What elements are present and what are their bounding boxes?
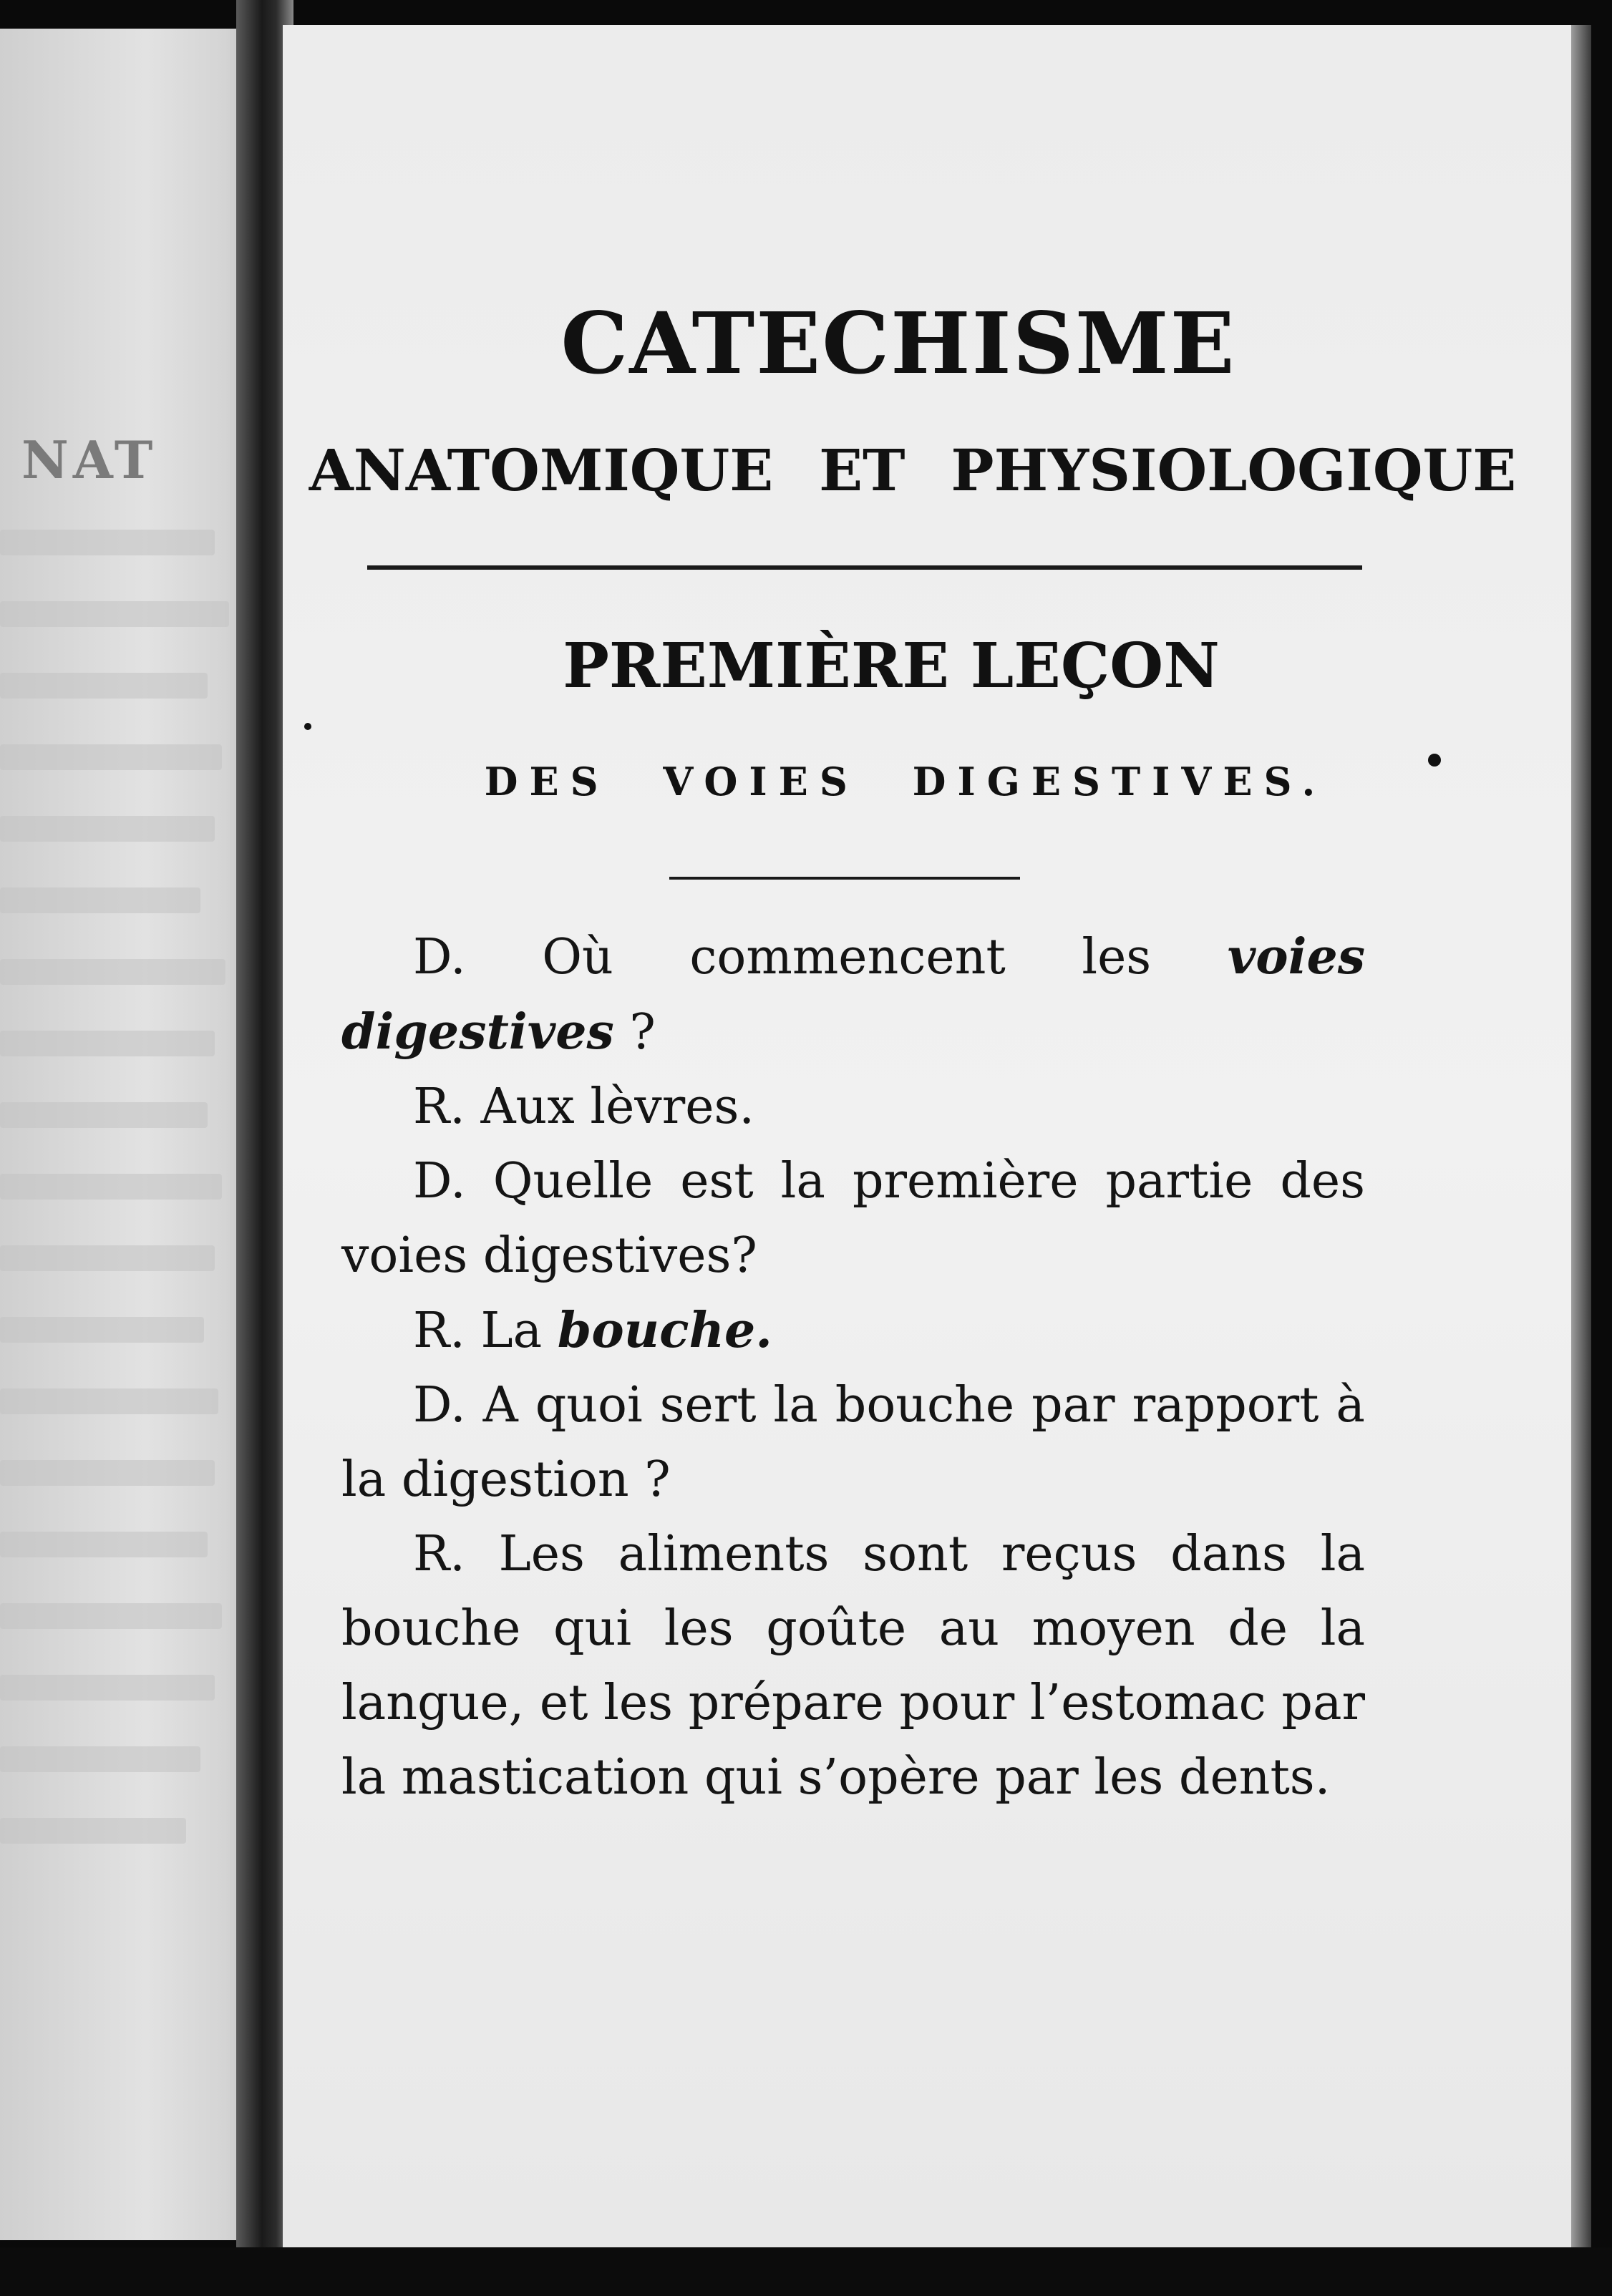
previous-page-text-ghost <box>0 1388 218 1414</box>
answer-paragraph <box>341 1293 1365 1368</box>
qa-marker: D. <box>413 1377 466 1434</box>
qa-marker: D. <box>413 929 466 986</box>
qa-marker: R. <box>413 1079 465 1135</box>
qa-text: Où commencent les <box>542 929 1228 986</box>
previous-page-text-ghost <box>0 1174 222 1200</box>
previous-page-edge <box>0 29 265 2240</box>
previous-page-text-ghost <box>0 1317 204 1343</box>
page-right-edge <box>1571 25 1591 2247</box>
previous-page-text-ghost <box>0 1031 215 1056</box>
page-title: CATECHISME <box>560 293 1236 393</box>
previous-page-text-ghost <box>0 1746 200 1772</box>
page-subtitle: ANATOMIQUE ET PHYSIOLOGIQUE <box>309 437 1517 504</box>
previous-page-text-ghost <box>0 1675 215 1701</box>
previous-page-text-ghost <box>0 1818 186 1844</box>
lesson-body <box>341 920 1365 1815</box>
question-paragraph <box>341 920 1365 1070</box>
qa-emphasis: voies digestives <box>341 928 1365 1061</box>
heading-divider <box>367 565 1362 570</box>
previous-page-text-ghost <box>0 1460 215 1486</box>
previous-page-text-ghost <box>0 1102 208 1128</box>
lesson-divider <box>669 877 1020 880</box>
print-speck <box>1428 754 1441 767</box>
qa-text: A quoi sert la bouche par rapport à la digestion ? <box>341 1377 1365 1508</box>
question-paragraph <box>341 1144 1365 1293</box>
lesson-heading: PREMIÈRE LEÇON <box>563 630 1220 702</box>
qa-emphasis: bouche. <box>557 1302 772 1359</box>
previous-page-text-ghost <box>0 1532 208 1557</box>
previous-page-text-ghost <box>0 887 200 913</box>
answer-paragraph <box>341 1517 1365 1815</box>
previous-page-heading-fragment: NAT <box>21 429 157 490</box>
previous-page-text-ghost <box>0 601 229 627</box>
qa-marker: R. <box>413 1526 465 1582</box>
qa-text-end: ? <box>613 1004 656 1061</box>
previous-page-text-ghost <box>0 959 225 985</box>
previous-page-text-ghost <box>0 744 222 770</box>
lesson-subject: DES VOIES DIGESTIVES. <box>484 759 1327 804</box>
question-paragraph <box>341 1368 1365 1517</box>
qa-text: La <box>480 1303 558 1359</box>
book-page <box>283 25 1571 2247</box>
qa-text: Les aliments sont reçus dans la bouche qui les goûte au moyen de la langue, et les prépare pour l’estomac par la mastication qui s’opère par les dents. <box>341 1526 1365 1806</box>
previous-page-text-ghost <box>0 673 208 699</box>
previous-page-text-ghost <box>0 1603 222 1629</box>
qa-text: Aux lèvres. <box>480 1079 754 1135</box>
answer-paragraph <box>341 1070 1365 1144</box>
previous-page-text-ghost <box>0 530 215 555</box>
previous-page-text-ghost <box>0 816 215 842</box>
qa-marker: D. <box>413 1153 466 1210</box>
previous-page-text-ghost <box>0 1245 215 1271</box>
scan-bottom-border <box>0 2247 1612 2296</box>
qa-marker: R. <box>413 1303 465 1359</box>
qa-text: Quelle est la première partie des voies digestives? <box>341 1153 1365 1284</box>
print-speck <box>304 723 311 730</box>
